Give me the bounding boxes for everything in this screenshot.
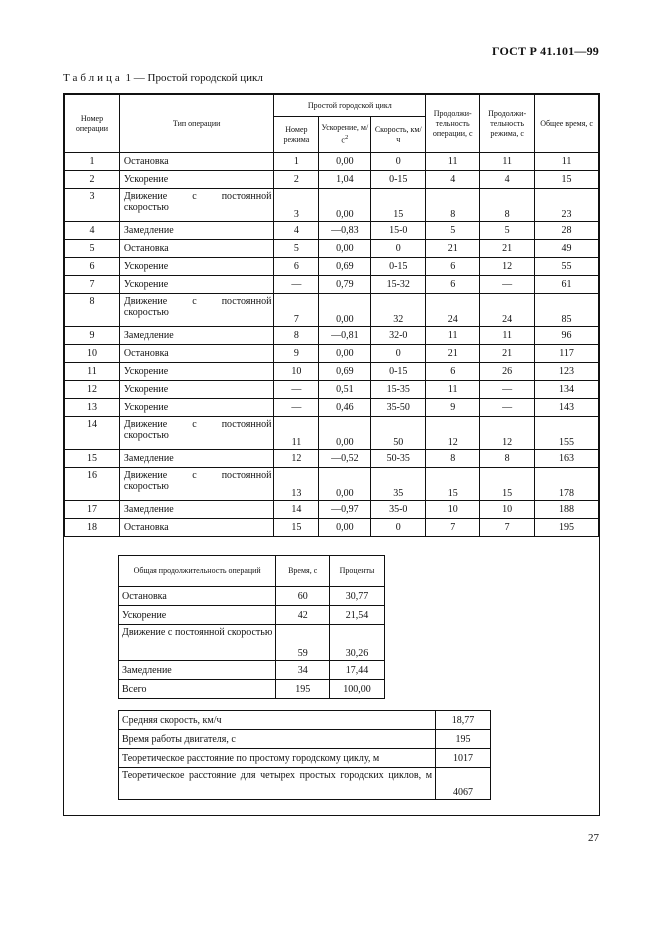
cell-speed: 0-15 (371, 363, 426, 381)
table-row (65, 363, 599, 381)
cell-speed: 15-32 (371, 276, 426, 294)
cell-acceleration: 0,46 (319, 399, 371, 417)
cell-mode-duration: — (480, 276, 535, 294)
cell-operation-text: Движение с постоянной скоростью (123, 470, 272, 492)
table-row (65, 240, 599, 258)
summary-label-text: Движение с постоянной скоростью (122, 627, 273, 638)
header-mode-number: Номер режима (274, 117, 319, 153)
cell-number: 3 (65, 189, 120, 222)
table-row (65, 399, 599, 417)
cell-number: 10 (65, 345, 120, 363)
cell-total-time: 188 (535, 501, 599, 519)
table-row (65, 153, 599, 171)
cell-mode-duration: 7 (480, 519, 535, 537)
cell-total-time: 195 (535, 519, 599, 537)
table-row (65, 345, 599, 363)
header-total-time: Общее время, с (535, 95, 599, 153)
cell-mode-duration: 8 (480, 450, 535, 468)
cell-mode: 1 (274, 153, 319, 171)
summary-time: 59 (276, 625, 330, 661)
cell-mode: 11 (274, 417, 319, 450)
cell-mode-duration: 21 (480, 240, 535, 258)
summary-row (119, 606, 385, 625)
cell-mode-duration: 21 (480, 345, 535, 363)
summary-percent: 17,44 (330, 661, 385, 680)
cell-mode: 5 (274, 240, 319, 258)
header-cycle-group: Простой городской цикл (274, 95, 426, 117)
cell-operation-duration: 21 (426, 345, 480, 363)
cell-speed: 35 (371, 468, 426, 501)
table-row (65, 381, 599, 399)
summary-label: Всего (119, 680, 276, 699)
summary-time: 34 (276, 661, 330, 680)
cell-acceleration: —0,97 (319, 501, 371, 519)
cell-operation: Замедление (119, 222, 274, 240)
cell-number: 6 (65, 258, 120, 276)
cell-number: 4 (65, 222, 120, 240)
cell-operation: Замедление (119, 501, 274, 519)
cell-acceleration: 0,00 (319, 345, 371, 363)
cell-mode: 2 (274, 171, 319, 189)
table-row (65, 417, 599, 450)
cell-total-time: 61 (535, 276, 599, 294)
cell-operation-text: Движение с постоянной скоростью (123, 296, 272, 318)
summary-row (119, 661, 385, 680)
summary-header-percent: Проценты (330, 556, 385, 587)
cell-total-time: 134 (535, 381, 599, 399)
cell-operation-duration: 9 (426, 399, 480, 417)
cell-operation (119, 417, 274, 450)
cell-mode-duration: 15 (480, 468, 535, 501)
table-frame (63, 93, 600, 816)
cell-operation-duration: 8 (426, 450, 480, 468)
summary-row (119, 625, 385, 661)
cell-operation-duration: 6 (426, 363, 480, 381)
cell-number: 18 (65, 519, 120, 537)
cell-acceleration: 0,69 (319, 258, 371, 276)
stats-row (119, 768, 491, 800)
cell-speed: 0 (371, 519, 426, 537)
table-caption-title: 1 — Простой городской цикл (122, 72, 263, 84)
table-caption (63, 72, 263, 84)
table-row (65, 468, 599, 501)
stats-label (119, 768, 436, 800)
cell-operation: Остановка (119, 240, 274, 258)
cell-mode: 15 (274, 519, 319, 537)
cell-acceleration: 0,51 (319, 381, 371, 399)
summary-row (119, 587, 385, 606)
header-operation-duration: Продолжи-тельность операции, с (426, 95, 480, 153)
summary-percent: 100,00 (330, 680, 385, 699)
table-row (65, 519, 599, 537)
cell-total-time: 96 (535, 327, 599, 345)
table-row (65, 327, 599, 345)
cell-mode-duration: 11 (480, 327, 535, 345)
stats-table (118, 710, 491, 800)
cell-operation-duration: 21 (426, 240, 480, 258)
summary-label: Остановка (119, 587, 276, 606)
stats-label: Теоретическое расстояние по простому городскому циклу, м (119, 749, 436, 768)
cell-mode: 4 (274, 222, 319, 240)
cell-mode: — (274, 381, 319, 399)
cell-number: 7 (65, 276, 120, 294)
cell-operation: Замедление (119, 450, 274, 468)
cell-total-time: 163 (535, 450, 599, 468)
cell-speed: 0-15 (371, 171, 426, 189)
cell-speed: 50 (371, 417, 426, 450)
cell-operation: Ускорение (119, 363, 274, 381)
stats-label-text: Теоретическое расстояние для четырех простых городских циклов, м (122, 770, 433, 781)
stats-row (119, 711, 491, 730)
cell-speed: 50-35 (371, 450, 426, 468)
cell-total-time: 123 (535, 363, 599, 381)
cell-total-time: 28 (535, 222, 599, 240)
cell-acceleration: 0,69 (319, 363, 371, 381)
cell-operation (119, 189, 274, 222)
cell-speed: 0 (371, 240, 426, 258)
cell-mode: 6 (274, 258, 319, 276)
cell-operation: Ускорение (119, 258, 274, 276)
cell-acceleration: 0,00 (319, 417, 371, 450)
cell-number: 2 (65, 171, 120, 189)
cell-speed: 35-0 (371, 501, 426, 519)
table-row (65, 171, 599, 189)
header-acceleration-sup: 2 (344, 134, 349, 142)
cell-mode: 9 (274, 345, 319, 363)
cell-operation-duration: 10 (426, 501, 480, 519)
cell-speed: 0 (371, 153, 426, 171)
cell-speed: 32 (371, 294, 426, 327)
table-row (65, 258, 599, 276)
cell-number: 9 (65, 327, 120, 345)
cell-speed: 15-35 (371, 381, 426, 399)
cell-total-time: 117 (535, 345, 599, 363)
table-row (65, 189, 599, 222)
cell-operation-duration: 15 (426, 468, 480, 501)
cell-mode-duration: — (480, 399, 535, 417)
header-operation-number: Номер операции (65, 95, 120, 153)
cell-number: 1 (65, 153, 120, 171)
cell-operation: Остановка (119, 345, 274, 363)
header-acceleration (319, 117, 371, 153)
cell-speed: 15-0 (371, 222, 426, 240)
cell-operation: Замедление (119, 327, 274, 345)
cell-acceleration: —0,52 (319, 450, 371, 468)
cell-mode-duration: 12 (480, 258, 535, 276)
cell-total-time: 49 (535, 240, 599, 258)
table-caption-label: Таблица (63, 72, 123, 84)
cell-operation (119, 468, 274, 501)
summary-label (119, 625, 276, 661)
cell-operation: Остановка (119, 153, 274, 171)
cell-operation-duration: 11 (426, 327, 480, 345)
cell-mode: 8 (274, 327, 319, 345)
cell-number: 13 (65, 399, 120, 417)
cell-number: 14 (65, 417, 120, 450)
summary-percent: 30,26 (330, 625, 385, 661)
cell-acceleration: 0,79 (319, 276, 371, 294)
cell-mode: 14 (274, 501, 319, 519)
cell-mode-duration: 12 (480, 417, 535, 450)
cell-operation: Ускорение (119, 381, 274, 399)
cell-acceleration: 0,00 (319, 519, 371, 537)
cell-speed: 15 (371, 189, 426, 222)
cell-mode-duration: 11 (480, 153, 535, 171)
cell-total-time: 85 (535, 294, 599, 327)
cell-operation (119, 294, 274, 327)
cell-mode: 10 (274, 363, 319, 381)
cell-operation-duration: 24 (426, 294, 480, 327)
cell-operation-duration: 8 (426, 189, 480, 222)
header-operation-type: Тип операции (119, 95, 274, 153)
cell-acceleration: 0,00 (319, 189, 371, 222)
cell-mode-duration: 8 (480, 189, 535, 222)
cell-mode-duration: 4 (480, 171, 535, 189)
summary-row (119, 680, 385, 699)
stats-value: 1017 (436, 749, 491, 768)
stats-value: 18,77 (436, 711, 491, 730)
cell-acceleration: 0,00 (319, 153, 371, 171)
cell-number: 15 (65, 450, 120, 468)
cell-operation-text: Движение с постоянной скоростью (123, 419, 272, 441)
cell-mode-duration: 10 (480, 501, 535, 519)
cell-mode: 3 (274, 189, 319, 222)
standard-designation: ГОСТ Р 41.101—99 (491, 44, 599, 58)
cell-mode-duration: — (480, 381, 535, 399)
cell-number: 17 (65, 501, 120, 519)
cell-operation-duration: 6 (426, 276, 480, 294)
stats-value: 4067 (436, 768, 491, 800)
cell-operation-duration: 11 (426, 153, 480, 171)
summary-time: 42 (276, 606, 330, 625)
cell-total-time: 143 (535, 399, 599, 417)
table-row (65, 294, 599, 327)
cycle-table (64, 94, 599, 537)
cell-mode-duration: 5 (480, 222, 535, 240)
cell-mode: 12 (274, 450, 319, 468)
summary-time: 195 (276, 680, 330, 699)
cell-number: 5 (65, 240, 120, 258)
summary-label: Ускорение (119, 606, 276, 625)
cell-number: 11 (65, 363, 120, 381)
cell-operation-duration: 11 (426, 381, 480, 399)
cell-speed: 35-50 (371, 399, 426, 417)
header-mode-duration: Продолжи-тельность режима, с (480, 95, 535, 153)
table-row (65, 222, 599, 240)
cell-acceleration: 0,00 (319, 294, 371, 327)
cell-total-time: 11 (535, 153, 599, 171)
cell-acceleration: 0,00 (319, 240, 371, 258)
summary-header-row (119, 556, 385, 587)
header-speed: Скорость, км/ч (371, 117, 426, 153)
summary-header-time: Время, с (276, 556, 330, 587)
summary-percent: 30,77 (330, 587, 385, 606)
table-row (65, 450, 599, 468)
summary-time: 60 (276, 587, 330, 606)
stats-label: Время работы двигателя, с (119, 730, 436, 749)
cell-operation-duration: 4 (426, 171, 480, 189)
cell-mode-duration: 24 (480, 294, 535, 327)
cell-operation-text: Движение с постоянной скоростью (123, 191, 272, 213)
header-acceleration-text: Ускорение, м/с (321, 123, 369, 145)
stats-value: 195 (436, 730, 491, 749)
stats-row (119, 749, 491, 768)
stats-label: Средняя скорость, км/ч (119, 711, 436, 730)
summary-label: Замедление (119, 661, 276, 680)
summary-table (118, 555, 385, 699)
cell-number: 16 (65, 468, 120, 501)
cell-mode: 7 (274, 294, 319, 327)
cell-speed: 0 (371, 345, 426, 363)
cell-speed: 0-15 (371, 258, 426, 276)
cell-total-time: 178 (535, 468, 599, 501)
cell-acceleration: 1,04 (319, 171, 371, 189)
cell-operation: Остановка (119, 519, 274, 537)
cell-operation-duration: 6 (426, 258, 480, 276)
cell-mode: — (274, 399, 319, 417)
cell-number: 12 (65, 381, 120, 399)
cell-acceleration: —0,81 (319, 327, 371, 345)
cell-acceleration: —0,83 (319, 222, 371, 240)
cell-operation-duration: 12 (426, 417, 480, 450)
cell-total-time: 15 (535, 171, 599, 189)
cell-acceleration: 0,00 (319, 468, 371, 501)
cell-speed: 32-0 (371, 327, 426, 345)
cell-operation: Ускорение (119, 399, 274, 417)
summary-percent: 21,54 (330, 606, 385, 625)
cell-operation: Ускорение (119, 276, 274, 294)
table-row (65, 501, 599, 519)
page-number: 27 (588, 832, 599, 844)
cell-mode: 13 (274, 468, 319, 501)
summary-header-duration: Общая продолжительность операций (119, 556, 276, 587)
cell-operation: Ускорение (119, 171, 274, 189)
table-row (65, 276, 599, 294)
cell-total-time: 55 (535, 258, 599, 276)
cell-mode: — (274, 276, 319, 294)
cell-operation-duration: 7 (426, 519, 480, 537)
cell-mode-duration: 26 (480, 363, 535, 381)
cell-operation-duration: 5 (426, 222, 480, 240)
cell-total-time: 23 (535, 189, 599, 222)
cell-number: 8 (65, 294, 120, 327)
cell-total-time: 155 (535, 417, 599, 450)
stats-row (119, 730, 491, 749)
